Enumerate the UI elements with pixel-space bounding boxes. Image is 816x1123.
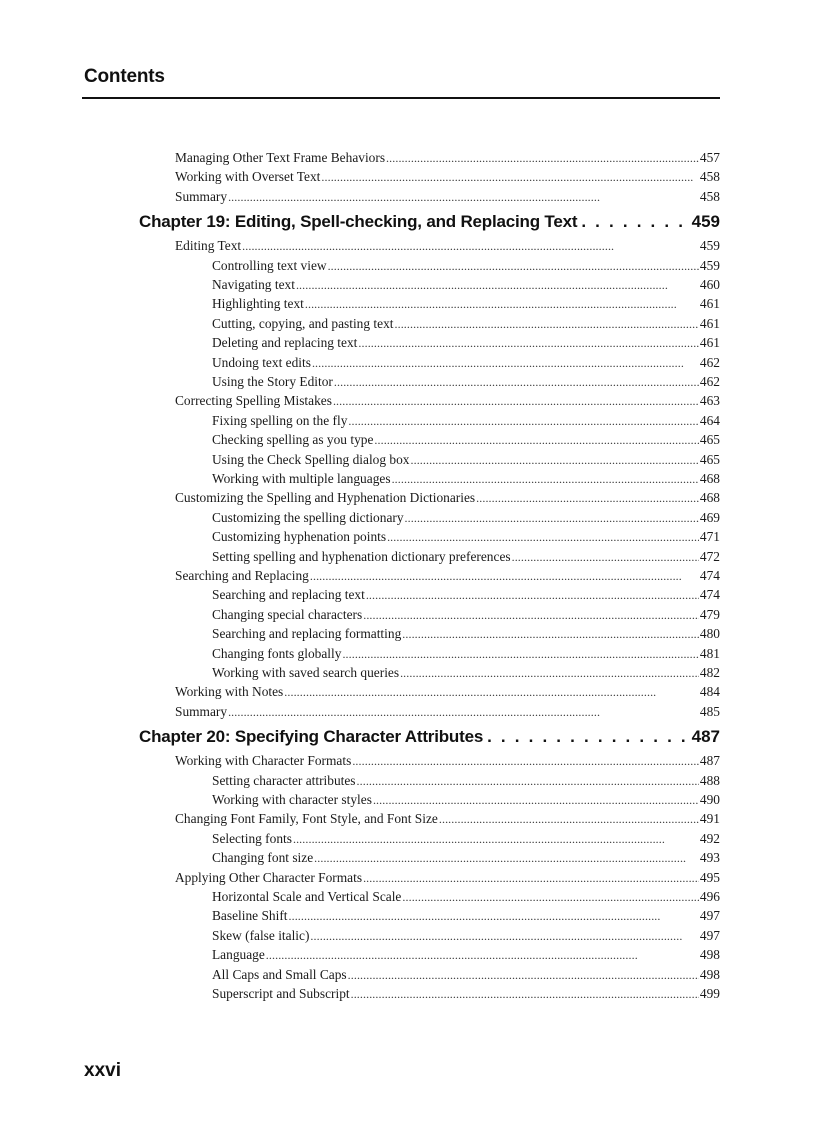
toc-page-number: 461 <box>699 296 720 312</box>
dot-leader <box>581 210 687 234</box>
dot-leader <box>363 868 699 888</box>
toc-entry-title: All Caps and Small Caps <box>212 966 347 982</box>
toc-section-entry <box>175 868 720 887</box>
toc-subsection-entry <box>212 450 720 469</box>
toc-page-number: 468 <box>699 490 720 506</box>
toc-page-number: 495 <box>699 869 720 885</box>
toc-entry-title: Using the Story Editor <box>212 374 333 389</box>
toc-page-number: 457 <box>699 150 720 165</box>
toc-subsection-entry <box>212 906 720 925</box>
toc-subsection-entry <box>212 547 720 566</box>
toc-page-number: 461 <box>699 335 720 351</box>
toc-page-number: 462 <box>699 374 720 389</box>
dot-leader <box>405 508 699 528</box>
toc-page-number: 465 <box>699 451 720 467</box>
toc-entry-title: Customizing hyphenation points <box>212 529 387 545</box>
toc-entry-title: Applying Other Character Formats <box>175 869 363 885</box>
toc-subsection-entry <box>212 624 720 643</box>
toc-entry-title: Skew (false italic) <box>212 927 310 943</box>
toc-section-entry <box>175 236 720 255</box>
dot-leader <box>312 353 699 373</box>
toc-entry-title: Setting spelling and hyphenation dictionary preferences <box>212 548 511 564</box>
dot-leader <box>289 906 699 926</box>
dot-leader <box>228 702 699 722</box>
toc-entry-title: Changing special characters <box>212 606 363 622</box>
toc-entry-title: Setting character attributes <box>212 772 356 788</box>
toc-page-number: 469 <box>699 509 720 525</box>
toc-entry-title: Navigating text <box>212 277 295 292</box>
toc-page-number: 464 <box>699 412 720 428</box>
toc-subsection-entry <box>212 790 720 809</box>
toc-subsection-entry <box>212 644 720 663</box>
toc-subsection-entry <box>212 926 720 945</box>
toc-subsection-entry <box>212 829 720 848</box>
toc-page-number: 497 <box>699 908 720 924</box>
toc-page-number: 493 <box>699 850 720 866</box>
dot-leader <box>342 644 698 664</box>
toc-entry-title: Searching and replacing text <box>212 587 365 603</box>
toc-entry-title: Editing Text <box>175 238 242 254</box>
toc-entry-title: Customizing the Spelling and Hyphenation Dictionaries <box>175 490 476 506</box>
toc-page-number: 458 <box>699 188 720 204</box>
dot-leader <box>411 450 699 470</box>
toc-page-number: 468 <box>699 471 720 486</box>
toc-entry-title: Deleting and replacing text <box>212 335 358 351</box>
toc-entry-title: Superscript and Subscript <box>212 986 350 1001</box>
toc-page-number: 463 <box>699 393 720 409</box>
toc-page-number: 461 <box>699 315 720 331</box>
toc-page-number: 490 <box>699 792 720 807</box>
toc-entry-title: Working with Character Formats <box>175 753 352 769</box>
toc-page-number: 497 <box>699 927 720 943</box>
toc-entry-title: Language <box>212 947 265 963</box>
toc-subsection-entry <box>212 605 720 624</box>
toc-section-entry <box>175 566 720 585</box>
toc-page-number: 491 <box>699 811 720 827</box>
toc-page-number: 459 <box>699 257 720 273</box>
toc-entry-title: Changing fonts globally <box>212 645 342 661</box>
toc-subsection-entry <box>212 333 720 352</box>
dot-leader <box>363 605 699 625</box>
toc-page-number: 498 <box>699 947 720 963</box>
toc-entry-title: Using the Check Spelling dialog box <box>212 451 410 467</box>
toc-page-number: 458 <box>699 169 720 185</box>
dot-leader <box>284 682 699 702</box>
running-head: Contents <box>84 66 165 87</box>
toc-section-entry <box>175 488 720 507</box>
dot-leader <box>386 148 699 168</box>
toc-page-number: 480 <box>699 626 720 642</box>
toc-entry-title: Baseline Shift <box>212 908 288 924</box>
dot-leader <box>310 566 699 586</box>
toc-subsection-entry <box>212 984 720 1003</box>
toc-page-number: 459 <box>699 238 720 254</box>
toc-page-number: 484 <box>699 684 720 700</box>
page-number: xxvi <box>84 1060 121 1081</box>
toc-entry-title: Fixing spelling on the fly <box>212 412 348 428</box>
toc-entry-title: Customizing the spelling dictionary <box>212 509 404 525</box>
toc-subsection-entry <box>212 411 720 430</box>
dot-leader <box>266 945 699 965</box>
dot-leader <box>392 469 699 489</box>
toc-subsection-entry <box>212 314 720 333</box>
toc-subsection-entry <box>212 294 720 313</box>
toc-chapter-heading <box>139 210 720 234</box>
dot-leader <box>228 187 699 207</box>
toc-entry-title: Searching and Replacing <box>175 568 309 583</box>
toc-entry-title: Searching and replacing formatting <box>212 626 402 642</box>
header-rule <box>82 97 720 99</box>
toc-section-entry <box>175 148 720 167</box>
dot-leader <box>374 430 698 450</box>
toc-entry-title: Checking spelling as you type <box>212 432 374 448</box>
toc-entry-title: Selecting fonts <box>212 830 292 846</box>
toc-entry-title: Undoing text edits <box>212 354 311 370</box>
dot-leader <box>402 624 699 644</box>
dot-leader <box>402 887 699 907</box>
toc-entry-title: Working with character styles <box>212 792 372 807</box>
dot-leader <box>296 275 699 295</box>
toc-subsection-entry <box>212 945 720 964</box>
dot-leader <box>328 256 699 276</box>
toc-subsection-entry <box>212 430 720 449</box>
toc-section-entry <box>175 751 720 770</box>
toc-subsection-entry <box>212 585 720 604</box>
toc-page-number: 496 <box>699 889 720 904</box>
toc-entry-title: Changing Font Family, Font Style, and Font Size <box>175 811 438 827</box>
toc-subsection-entry <box>212 965 720 984</box>
toc-page-number: 474 <box>699 587 720 603</box>
toc-subsection-entry <box>212 372 720 391</box>
toc-section-entry <box>175 809 720 828</box>
dot-leader <box>314 848 699 868</box>
toc-page-number: 498 <box>699 966 720 982</box>
dot-leader <box>373 790 699 810</box>
toc-subsection-entry <box>212 887 720 906</box>
toc-subsection-entry <box>212 353 720 372</box>
toc-page-number: 479 <box>699 606 720 622</box>
dot-leader <box>348 411 699 431</box>
toc-subsection-entry <box>212 771 720 790</box>
dot-leader <box>476 488 699 508</box>
dot-leader <box>400 663 699 683</box>
toc-subsection-entry <box>212 663 720 682</box>
toc-subsection-entry <box>212 527 720 546</box>
toc-entry-title: Highlighting text <box>212 296 304 312</box>
toc-page-number: 465 <box>699 432 720 448</box>
toc-section-entry <box>175 391 720 410</box>
toc-subsection-entry <box>212 469 720 488</box>
toc-page-number: 487 <box>699 753 720 769</box>
toc-entry-title: Working with Notes <box>175 684 284 700</box>
dot-leader <box>351 984 699 1004</box>
dot-leader <box>352 751 699 771</box>
dot-leader <box>310 926 698 946</box>
toc-page-number: 482 <box>699 665 720 680</box>
dot-leader <box>333 391 699 411</box>
toc-page-number: 499 <box>699 986 720 1001</box>
toc-section-entry <box>175 187 720 206</box>
toc-entry-title: Working with Overset Text <box>175 169 321 185</box>
toc-entry-title: Summary <box>175 703 228 719</box>
toc-entry-title: Managing Other Text Frame Behaviors <box>175 150 386 165</box>
toc-page-number: 492 <box>699 830 720 846</box>
dot-leader <box>334 372 699 392</box>
toc-entry-title: Correcting Spelling Mistakes <box>175 393 332 409</box>
dot-leader <box>242 236 699 256</box>
toc-subsection-entry <box>212 256 720 275</box>
toc-section-entry <box>175 682 720 701</box>
toc-page-number: 488 <box>699 772 720 788</box>
toc-entry-title: Working with multiple languages <box>212 471 391 486</box>
toc-page-number: 472 <box>699 548 720 564</box>
toc-page-number: 459 <box>691 211 720 231</box>
dot-leader <box>348 965 699 985</box>
toc-entry-title: Summary <box>175 188 228 204</box>
toc-chapter-heading <box>139 725 720 749</box>
dot-leader <box>439 809 699 829</box>
dot-leader <box>293 829 699 849</box>
toc-entry-title: Working with saved search queries <box>212 665 400 680</box>
toc-entry-title: Controlling text view <box>212 257 327 273</box>
toc-page-number: 481 <box>699 645 720 661</box>
toc-section-entry <box>175 167 720 186</box>
toc-entry-title: Changing font size <box>212 850 314 866</box>
dot-leader <box>487 725 688 749</box>
toc-subsection-entry <box>212 508 720 527</box>
toc-entry-title: Chapter 19: Editing, Spell-checking, and Replacing Text <box>139 211 578 231</box>
toc-page-number: 462 <box>699 354 720 370</box>
toc-page-number: 474 <box>699 568 720 583</box>
toc-section-entry <box>175 702 720 721</box>
toc-page-number: 471 <box>699 529 720 545</box>
toc-page-number: 487 <box>691 726 720 746</box>
toc-page-number: 485 <box>699 703 720 719</box>
dot-leader <box>512 547 699 567</box>
toc-page-number: 460 <box>699 277 720 292</box>
toc-subsection-entry <box>212 275 720 294</box>
dot-leader <box>357 771 699 791</box>
dot-leader <box>387 527 699 547</box>
toc-entry-title: Cutting, copying, and pasting text <box>212 315 394 331</box>
toc-subsection-entry <box>212 848 720 867</box>
dot-leader <box>366 585 699 605</box>
toc-entry-title: Chapter 20: Specifying Character Attributes <box>139 726 484 746</box>
dot-leader <box>358 333 699 353</box>
dot-leader <box>305 294 699 314</box>
dot-leader <box>321 167 699 187</box>
toc-entry-title: Horizontal Scale and Vertical Scale <box>212 889 402 904</box>
dot-leader <box>395 314 699 334</box>
